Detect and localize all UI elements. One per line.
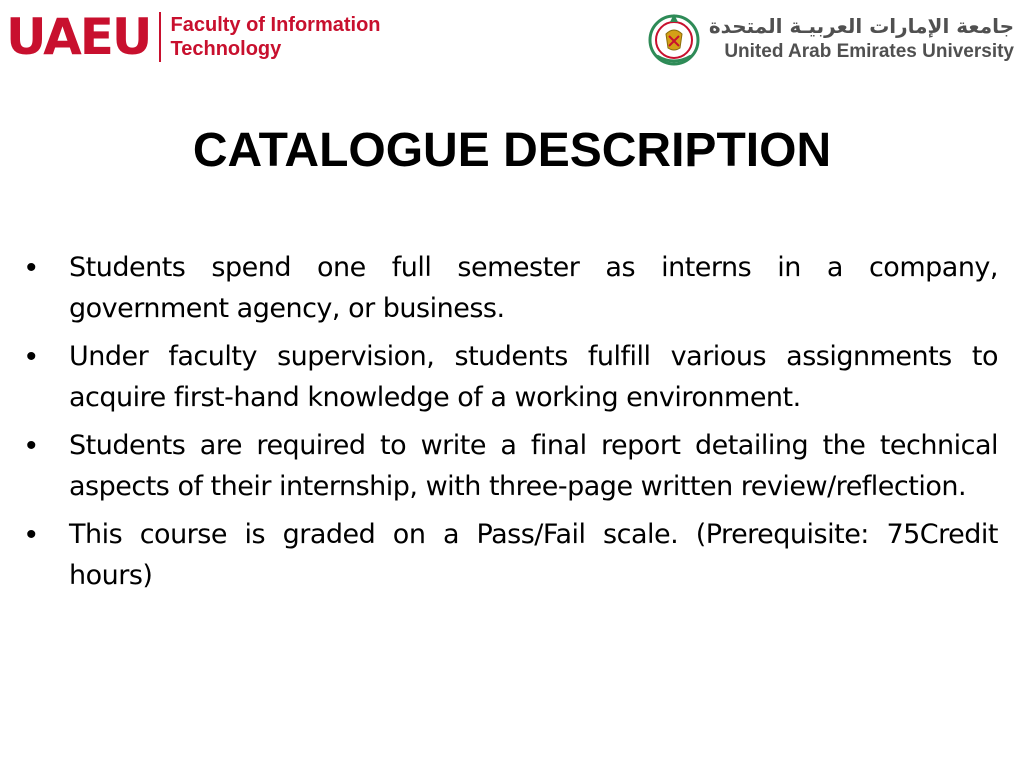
bullet-list [26,248,998,604]
faculty-name [171,13,381,61]
bullet-item [26,337,998,418]
brand-divider [159,12,161,62]
bullet-item [26,426,998,507]
bullet-text: Students spend one full semester as interns in a company, government agency, or business. [69,252,998,324]
uaeu-logo: UAEU [6,8,151,66]
bullet-dot-icon: • [26,251,37,284]
faculty-name-line2: Technology [170,38,282,60]
slide-header [0,0,1024,80]
faculty-name-line1: Faculty of Information [170,14,381,36]
bullet-text: This course is graded on a Pass/Fail scale. (Prerequisite: 75Credit hours) [69,519,998,591]
faculty-brand [6,10,381,64]
university-name-english: United Arab Emirates University [724,41,1014,62]
university-brand [647,6,1014,70]
bullet-text: Students are required to write a final report detailing the technical aspects of their internship, with three-page written review/reflection. [69,430,998,502]
bullet-text: Under faculty supervision, students fulfill various assignments to acquire first-hand knowledge of a working environment. [69,341,998,413]
bullet-item [26,248,998,329]
bullet-item [26,515,998,596]
university-name-arabic: جامعة الإمارات العربيـة المتحدة [708,14,1014,38]
university-name [709,12,1014,64]
uaeu-crest-icon [647,6,701,70]
bullet-dot-icon: • [26,340,37,373]
bullet-dot-icon: • [26,429,37,462]
bullet-dot-icon: • [26,518,37,551]
slide-title: CATALOGUE DESCRIPTION [192,124,832,177]
